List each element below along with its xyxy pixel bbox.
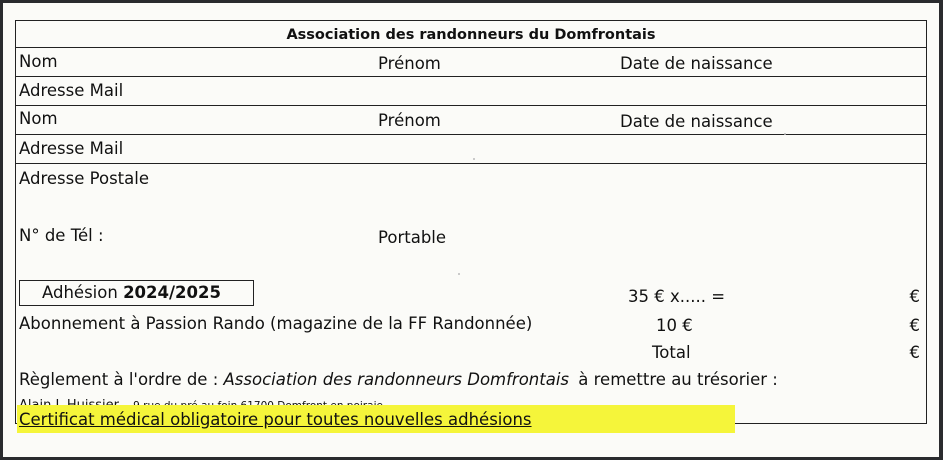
total-euro: € [909, 343, 920, 362]
member2-prenom-label: Prénom [378, 111, 441, 130]
member2-mail-label: Adresse Mail [19, 139, 124, 158]
form-title: Association des randonneurs du Domfrontais [286, 27, 656, 43]
member2-naissance-label: Date de naissance [620, 112, 773, 131]
reglement-line [19, 370, 778, 389]
adhesion-year: 2024/2025 [123, 283, 221, 302]
member2-nom-label: Nom [19, 109, 58, 128]
member1-prenom-label: Prénom [378, 54, 441, 73]
portable-label: Portable [378, 228, 447, 247]
abonnement-euro: € [909, 316, 920, 335]
adhesion-box [19, 280, 254, 306]
membership-form [15, 20, 927, 424]
member2-mail-row [16, 135, 926, 164]
membership-form-sheet [3, 3, 939, 457]
certificat-highlight [17, 405, 735, 433]
total-label: Total [652, 343, 691, 362]
member1-nom-label: Nom [19, 52, 58, 71]
member1-name-row [16, 48, 926, 77]
adhesion-euro: € [909, 287, 920, 306]
reglement-suffix: à remettre au trésorier : [578, 370, 778, 389]
member1-mail-label: Adresse Mail [19, 81, 124, 100]
reglement-association: Association des randonneurs Domfrontais [223, 370, 570, 389]
certificat-notice: Certificat médical obligatoire pour toutes nouvelles adhésions [19, 410, 532, 429]
reglement-prefix: Règlement à l'ordre de : [19, 370, 219, 389]
abonnement-price: 10 € [656, 316, 693, 335]
title-row [16, 21, 926, 48]
adhesion-label: Adhésion 2024/2025 [42, 283, 221, 302]
paper-speck [473, 158, 475, 160]
paper-speck [784, 133, 786, 135]
paper-speck [458, 273, 460, 275]
adhesion-price: 35 € x..... = [628, 287, 726, 306]
tel-label: N° de Tél : [19, 226, 104, 245]
member1-naissance-label: Date de naissance [620, 54, 773, 73]
adresse-postale-label: Adresse Postale [19, 169, 150, 188]
abonnement-label: Abonnement à Passion Rando (magazine de la FF Randonnée) [19, 314, 533, 333]
member2-name-row [16, 106, 926, 135]
member1-mail-row [16, 77, 926, 106]
